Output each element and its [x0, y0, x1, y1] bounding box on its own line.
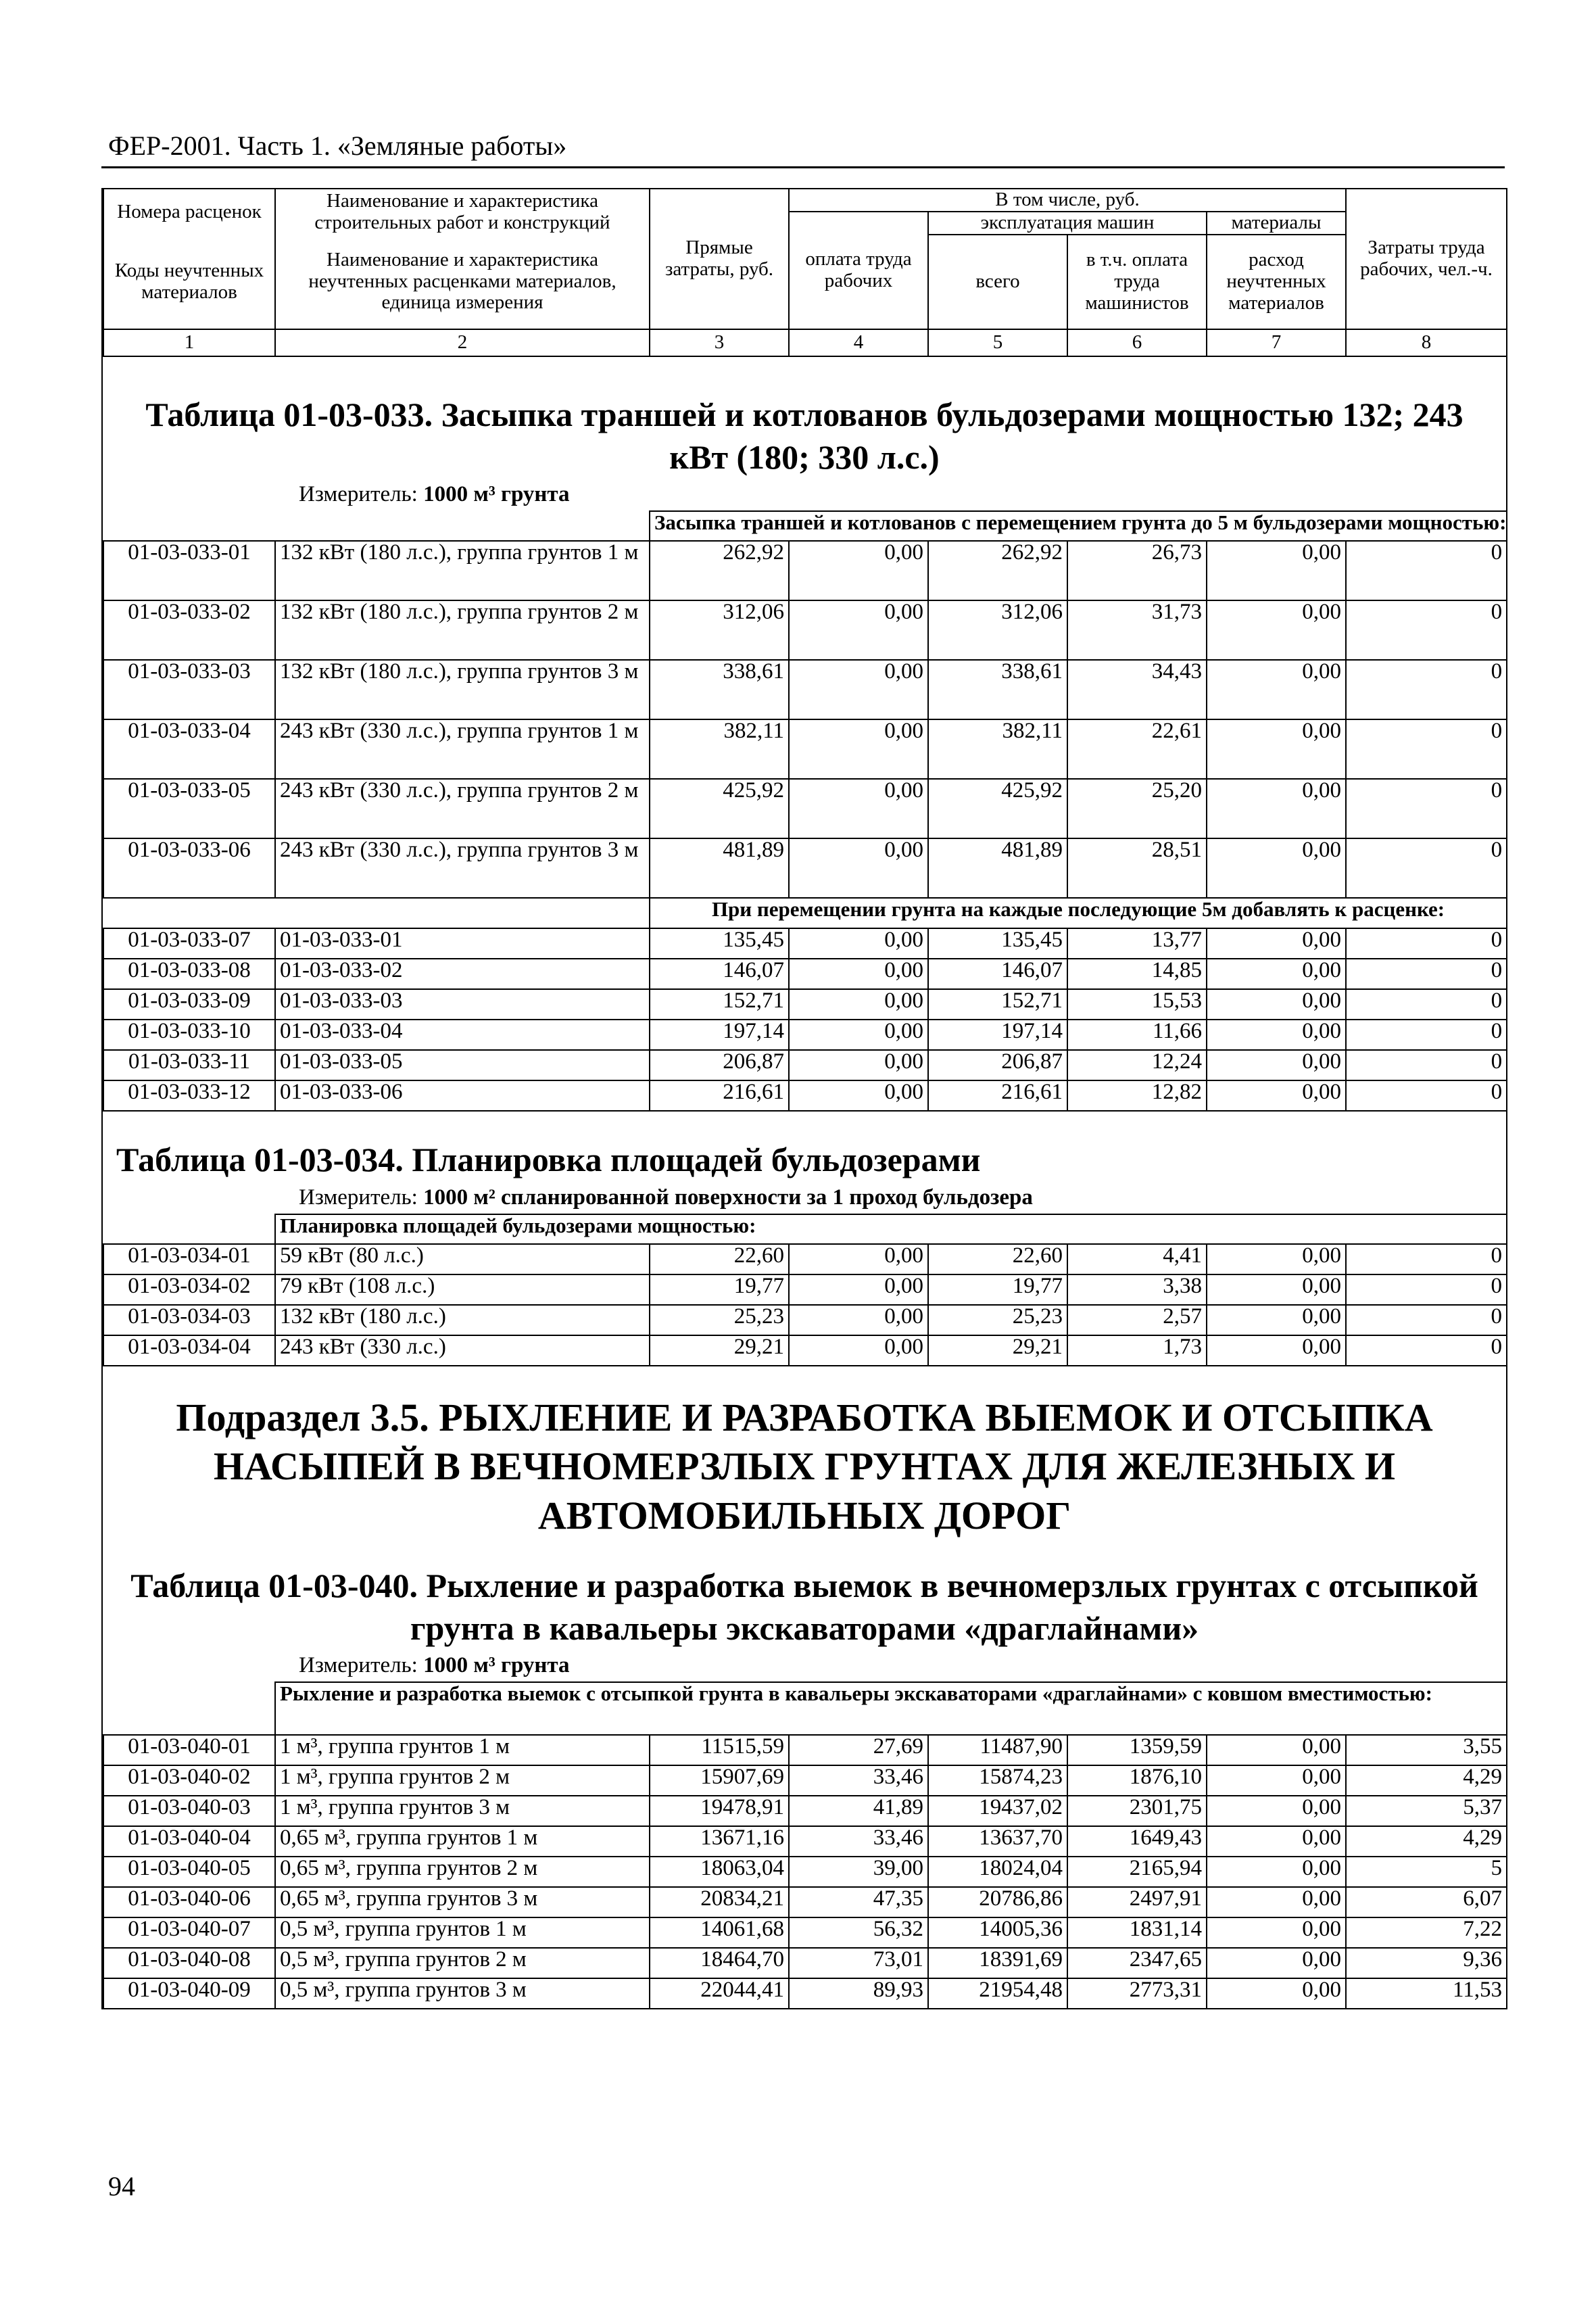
- machinist-pay-cell: 22,61: [1067, 719, 1207, 779]
- machinist-pay-cell: 15,53: [1067, 989, 1207, 1020]
- table-034-subhead: Планировка площадей бульдозерами мощностью:: [275, 1214, 1507, 1244]
- materials-cell: 0,00: [1207, 600, 1346, 660]
- work-name-cell: 243 кВт (330 л.с.), группа грунтов 2 м: [275, 779, 650, 838]
- machinist-pay-cell: 26,73: [1067, 541, 1207, 600]
- machinist-pay-cell: 12,24: [1067, 1050, 1207, 1080]
- machine-total-cell: 425,92: [928, 779, 1067, 838]
- materials-cell: 0,00: [1207, 1796, 1346, 1826]
- machinist-pay-cell: 1876,10: [1067, 1765, 1207, 1796]
- labor-hours-cell: 0: [1346, 989, 1507, 1020]
- rate-code-cell: 01-03-033-12: [103, 1080, 275, 1111]
- machinist-pay-cell: 3,38: [1067, 1274, 1207, 1305]
- header-number: 6: [1067, 329, 1207, 356]
- direct-cost-cell: 481,89: [650, 838, 789, 898]
- labor-hours-cell: 0: [1346, 1080, 1507, 1111]
- machine-total-cell: 14005,36: [928, 1917, 1067, 1948]
- direct-cost-cell: 19,77: [650, 1274, 789, 1305]
- blank-cell: [103, 1682, 275, 1735]
- direct-cost-cell: 20834,21: [650, 1887, 789, 1917]
- rate-code-cell: 01-03-040-05: [103, 1857, 275, 1887]
- machine-total-cell: 312,06: [928, 600, 1067, 660]
- machine-total-cell: 11487,90: [928, 1735, 1067, 1765]
- rate-code-cell: 01-03-040-09: [103, 1978, 275, 2009]
- labor-pay-cell: 47,35: [789, 1887, 928, 1917]
- table-row: [103, 541, 1507, 600]
- machinist-pay-cell: 2165,94: [1067, 1857, 1207, 1887]
- machine-total-cell: 481,89: [928, 838, 1067, 898]
- header-number: 1: [103, 329, 275, 356]
- materials-cell: 0,00: [1207, 541, 1346, 600]
- machine-total-cell: 22,60: [928, 1244, 1067, 1274]
- rate-code-cell: 01-03-033-08: [103, 959, 275, 989]
- labor-hours-cell: 9,36: [1346, 1948, 1507, 1978]
- labor-pay-cell: 0,00: [789, 1335, 928, 1366]
- direct-cost-cell: 425,92: [650, 779, 789, 838]
- rate-code-cell: 01-03-040-03: [103, 1796, 275, 1826]
- rate-code-cell: 01-03-033-02: [103, 600, 275, 660]
- table-row: [103, 1020, 1507, 1050]
- header-col2-bottom: Наименование и характеристика неучтенных расценками материалов, единица измерения: [275, 235, 650, 329]
- header-machines-label: эксплуатация машин: [928, 212, 1207, 235]
- table-040-subhead: Рыхление и разработка выемок с отсыпкой грунта в кавальеры экскаваторами «драглайнами» с ковшом вместимостью:: [275, 1682, 1507, 1735]
- machinist-pay-cell: 31,73: [1067, 600, 1207, 660]
- materials-cell: 0,00: [1207, 838, 1346, 898]
- table-row: [103, 1917, 1507, 1948]
- labor-pay-cell: 0,00: [789, 719, 928, 779]
- machine-total-cell: 197,14: [928, 1020, 1067, 1050]
- document-body: [101, 188, 1507, 2009]
- materials-cell: 0,00: [1207, 660, 1346, 719]
- labor-pay-cell: 0,00: [789, 1050, 928, 1080]
- labor-pay-cell: 0,00: [789, 660, 928, 719]
- table-033-subhead-2: При перемещении грунта на каждые последующие 5м добавлять к расценке:: [650, 898, 1507, 928]
- work-name-cell: 0,65 м³, группа грунтов 1 м: [275, 1826, 650, 1857]
- work-name-cell: 01-03-033-05: [275, 1050, 650, 1080]
- header-materials-label: материалы: [1207, 212, 1346, 235]
- materials-cell: 0,00: [1207, 1020, 1346, 1050]
- header-col4: оплата труда рабочих: [789, 212, 928, 329]
- table-row: [103, 1948, 1507, 1978]
- materials-cell: 0,00: [1207, 989, 1346, 1020]
- machine-total-cell: 25,23: [928, 1305, 1067, 1335]
- labor-hours-cell: 0: [1346, 541, 1507, 600]
- direct-cost-cell: 18063,04: [650, 1857, 789, 1887]
- rate-code-cell: 01-03-040-01: [103, 1735, 275, 1765]
- rate-code-cell: 01-03-040-08: [103, 1948, 275, 1978]
- machinist-pay-cell: 14,85: [1067, 959, 1207, 989]
- direct-cost-cell: 338,61: [650, 660, 789, 719]
- labor-hours-cell: 5: [1346, 1857, 1507, 1887]
- header-col8: Затраты труда рабочих, чел.-ч.: [1346, 189, 1507, 329]
- direct-cost-cell: 22,60: [650, 1244, 789, 1274]
- table-row: [103, 1857, 1507, 1887]
- labor-pay-cell: 41,89: [789, 1796, 928, 1826]
- direct-cost-cell: 25,23: [650, 1305, 789, 1335]
- labor-pay-cell: 89,93: [789, 1978, 928, 2009]
- header-col2-top: Наименование и характеристика строительных работ и конструкций: [275, 189, 650, 235]
- direct-cost-cell: 382,11: [650, 719, 789, 779]
- labor-hours-cell: 5,37: [1346, 1796, 1507, 1826]
- rate-code-cell: 01-03-040-02: [103, 1765, 275, 1796]
- labor-pay-cell: 56,32: [789, 1917, 928, 1948]
- table-row: [103, 959, 1507, 989]
- labor-pay-cell: 0,00: [789, 1080, 928, 1111]
- blank-cell: [103, 1214, 275, 1244]
- rate-code-cell: 01-03-033-05: [103, 779, 275, 838]
- work-name-cell: 132 кВт (180 л.с.), группа грунтов 1 м: [275, 541, 650, 600]
- table-row: [103, 1796, 1507, 1826]
- labor-hours-cell: 0: [1346, 779, 1507, 838]
- machine-total-cell: 382,11: [928, 719, 1067, 779]
- direct-cost-cell: 197,14: [650, 1020, 789, 1050]
- work-name-cell: 1 м³, группа грунтов 2 м: [275, 1765, 650, 1796]
- header-col1-top: Номера расценок: [103, 189, 275, 235]
- machine-total-cell: 19437,02: [928, 1796, 1067, 1826]
- table-row: [103, 1274, 1507, 1305]
- direct-cost-cell: 262,92: [650, 541, 789, 600]
- rate-code-cell: 01-03-033-01: [103, 541, 275, 600]
- header-number: 4: [789, 329, 928, 356]
- table-033-subhead-1: Засыпка траншей и котлованов с перемещением грунта до 5 м бульдозерами мощностью:: [650, 511, 1507, 541]
- labor-pay-cell: 73,01: [789, 1948, 928, 1978]
- machine-total-cell: 18391,69: [928, 1948, 1067, 1978]
- header-number: 5: [928, 329, 1067, 356]
- header-group-label: В том числе, руб.: [789, 189, 1346, 212]
- labor-pay-cell: 33,46: [789, 1826, 928, 1857]
- materials-cell: 0,00: [1207, 1244, 1346, 1274]
- meter-label: Измеритель:: [299, 1653, 418, 1677]
- machine-total-cell: 21954,48: [928, 1978, 1067, 2009]
- work-name-cell: 1 м³, группа грунтов 1 м: [275, 1735, 650, 1765]
- header-col1-bottom: Коды неучтенных материалов: [103, 235, 275, 329]
- machine-total-cell: 19,77: [928, 1274, 1067, 1305]
- machinist-pay-cell: 4,41: [1067, 1244, 1207, 1274]
- column-header-table: [103, 188, 1507, 357]
- work-name-cell: 0,5 м³, группа грунтов 1 м: [275, 1917, 650, 1948]
- machinist-pay-cell: 1359,59: [1067, 1735, 1207, 1765]
- work-name-cell: 1 м³, группа грунтов 3 м: [275, 1796, 650, 1826]
- rate-code-cell: 01-03-033-04: [103, 719, 275, 779]
- table-row: [103, 1765, 1507, 1796]
- table-row: [103, 600, 1507, 660]
- rate-code-cell: 01-03-034-02: [103, 1274, 275, 1305]
- table-row: [103, 1826, 1507, 1857]
- materials-cell: 0,00: [1207, 1948, 1346, 1978]
- machinist-pay-cell: 2773,31: [1067, 1978, 1207, 2009]
- rate-code-cell: 01-03-034-04: [103, 1335, 275, 1366]
- machinist-pay-cell: 25,20: [1067, 779, 1207, 838]
- direct-cost-cell: 18464,70: [650, 1948, 789, 1978]
- table-033-meter: [103, 478, 1506, 510]
- labor-pay-cell: 39,00: [789, 1857, 928, 1887]
- table-034-meter: [103, 1181, 1506, 1214]
- work-name-cell: 01-03-033-02: [275, 959, 650, 989]
- work-name-cell: 01-03-033-01: [275, 928, 650, 959]
- machine-total-cell: 135,45: [928, 928, 1067, 959]
- table-row: [103, 1050, 1507, 1080]
- work-name-cell: 0,65 м³, группа грунтов 3 м: [275, 1887, 650, 1917]
- machinist-pay-cell: 2,57: [1067, 1305, 1207, 1335]
- labor-pay-cell: 0,00: [789, 1305, 928, 1335]
- table-row: [103, 1244, 1507, 1274]
- header-number: 8: [1346, 329, 1507, 356]
- materials-cell: 0,00: [1207, 1080, 1346, 1111]
- labor-hours-cell: 0: [1346, 1244, 1507, 1274]
- table-row: [103, 1978, 1507, 2009]
- meter-value: 1000 м³ грунта: [423, 1653, 570, 1677]
- labor-hours-cell: 11,53: [1346, 1978, 1507, 2009]
- table-row: [103, 989, 1507, 1020]
- labor-pay-cell: 0,00: [789, 1274, 928, 1305]
- labor-hours-cell: 3,55: [1346, 1735, 1507, 1765]
- labor-pay-cell: 0,00: [789, 600, 928, 660]
- direct-cost-cell: 135,45: [650, 928, 789, 959]
- materials-cell: 0,00: [1207, 928, 1346, 959]
- work-name-cell: 0,5 м³, группа грунтов 2 м: [275, 1948, 650, 1978]
- labor-hours-cell: 4,29: [1346, 1765, 1507, 1796]
- work-name-cell: 132 кВт (180 л.с.), группа грунтов 3 м: [275, 660, 650, 719]
- machinist-pay-cell: 34,43: [1067, 660, 1207, 719]
- machine-total-cell: 15874,23: [928, 1765, 1067, 1796]
- direct-cost-cell: 14061,68: [650, 1917, 789, 1948]
- labor-hours-cell: 0: [1346, 1335, 1507, 1366]
- table-040-title: Таблица 01-03-040. Рыхление и разработка выемок в вечномерзлых грунтах с отсыпкой грунта в кавальеры экскаваторами «драглайнами»: [130, 1567, 1478, 1647]
- materials-cell: 0,00: [1207, 779, 1346, 838]
- direct-cost-cell: 146,07: [650, 959, 789, 989]
- machinist-pay-cell: 13,77: [1067, 928, 1207, 959]
- table-row: [103, 1735, 1507, 1765]
- machinist-pay-cell: 11,66: [1067, 1020, 1207, 1050]
- table-row: [103, 1080, 1507, 1111]
- rate-code-cell: 01-03-033-07: [103, 928, 275, 959]
- materials-cell: 0,00: [1207, 1826, 1346, 1857]
- table-row: [103, 838, 1507, 898]
- rate-code-cell: 01-03-034-01: [103, 1244, 275, 1274]
- materials-cell: 0,00: [1207, 1305, 1346, 1335]
- rate-code-cell: 01-03-033-06: [103, 838, 275, 898]
- labor-hours-cell: 6,07: [1346, 1887, 1507, 1917]
- work-name-cell: 59 кВт (80 л.с.): [275, 1244, 650, 1274]
- labor-pay-cell: 0,00: [789, 541, 928, 600]
- header-col5: всего: [928, 235, 1067, 329]
- table-row: [103, 1887, 1507, 1917]
- work-name-cell: 0,65 м³, группа грунтов 2 м: [275, 1857, 650, 1887]
- materials-cell: 0,00: [1207, 1335, 1346, 1366]
- rate-code-cell: 01-03-040-04: [103, 1826, 275, 1857]
- direct-cost-cell: 29,21: [650, 1335, 789, 1366]
- direct-cost-cell: 11515,59: [650, 1735, 789, 1765]
- labor-hours-cell: 0: [1346, 928, 1507, 959]
- rate-code-cell: 01-03-033-03: [103, 660, 275, 719]
- direct-cost-cell: 13671,16: [650, 1826, 789, 1857]
- labor-hours-cell: 0: [1346, 1050, 1507, 1080]
- work-name-cell: 243 кВт (330 л.с.), группа грунтов 3 м: [275, 838, 650, 898]
- rate-code-cell: 01-03-033-11: [103, 1050, 275, 1080]
- labor-pay-cell: 0,00: [789, 989, 928, 1020]
- header-rule: [101, 166, 1505, 168]
- header-number: 3: [650, 329, 789, 356]
- labor-hours-cell: 0: [1346, 838, 1507, 898]
- materials-cell: 0,00: [1207, 1735, 1346, 1765]
- work-name-cell: 132 кВт (180 л.с.), группа грунтов 2 м: [275, 600, 650, 660]
- materials-cell: 0,00: [1207, 1887, 1346, 1917]
- machine-total-cell: 20786,86: [928, 1887, 1067, 1917]
- labor-pay-cell: 0,00: [789, 959, 928, 989]
- table-034: [103, 1214, 1507, 1366]
- work-name-cell: 243 кВт (330 л.с.), группа грунтов 1 м: [275, 719, 650, 779]
- machinist-pay-cell: 2301,75: [1067, 1796, 1207, 1826]
- labor-hours-cell: 0: [1346, 719, 1507, 779]
- machinist-pay-cell: 12,82: [1067, 1080, 1207, 1111]
- rate-code-cell: 01-03-033-10: [103, 1020, 275, 1050]
- table-040: [103, 1681, 1507, 2009]
- labor-pay-cell: 0,00: [789, 1020, 928, 1050]
- materials-cell: 0,00: [1207, 1978, 1346, 2009]
- labor-hours-cell: 0: [1346, 600, 1507, 660]
- labor-hours-cell: 4,29: [1346, 1826, 1507, 1857]
- direct-cost-cell: 152,71: [650, 989, 789, 1020]
- materials-cell: 0,00: [1207, 1917, 1346, 1948]
- blank-cell: [103, 898, 650, 928]
- materials-cell: 0,00: [1207, 1274, 1346, 1305]
- header-col7: расход неучтенных материалов: [1207, 235, 1346, 329]
- table-row: [103, 660, 1507, 719]
- labor-pay-cell: 27,69: [789, 1735, 928, 1765]
- direct-cost-cell: 19478,91: [650, 1796, 789, 1826]
- work-name-cell: 01-03-033-06: [275, 1080, 650, 1111]
- machinist-pay-cell: 1,73: [1067, 1335, 1207, 1366]
- materials-cell: 0,00: [1207, 1050, 1346, 1080]
- machine-total-cell: 262,92: [928, 541, 1067, 600]
- machine-total-cell: 13637,70: [928, 1826, 1067, 1857]
- labor-pay-cell: 0,00: [789, 779, 928, 838]
- machine-total-cell: 146,07: [928, 959, 1067, 989]
- work-name-cell: 132 кВт (180 л.с.): [275, 1305, 650, 1335]
- materials-cell: 0,00: [1207, 719, 1346, 779]
- header-col3: Прямые затраты, руб.: [650, 189, 789, 329]
- machinist-pay-cell: 1649,43: [1067, 1826, 1207, 1857]
- machinist-pay-cell: 2497,91: [1067, 1887, 1207, 1917]
- table-033: [103, 510, 1507, 1112]
- direct-cost-cell: 312,06: [650, 600, 789, 660]
- labor-pay-cell: 0,00: [789, 838, 928, 898]
- work-name-cell: 0,5 м³, группа грунтов 3 м: [275, 1978, 650, 2009]
- meter-value: 1000 м³ грунта: [423, 482, 570, 506]
- header-number: 7: [1207, 329, 1346, 356]
- labor-hours-cell: 0: [1346, 1274, 1507, 1305]
- materials-cell: 0,00: [1207, 1857, 1346, 1887]
- machinist-pay-cell: 1831,14: [1067, 1917, 1207, 1948]
- labor-pay-cell: 33,46: [789, 1765, 928, 1796]
- meter-label: Измеритель:: [299, 1185, 418, 1210]
- work-name-cell: 01-03-033-04: [275, 1020, 650, 1050]
- labor-pay-cell: 0,00: [789, 1244, 928, 1274]
- table-row: [103, 1305, 1507, 1335]
- direct-cost-cell: 216,61: [650, 1080, 789, 1111]
- meter-value: 1000 м² спланированной поверхности за 1 проход бульдозера: [423, 1185, 1033, 1210]
- machine-total-cell: 29,21: [928, 1335, 1067, 1366]
- blank-cell: [103, 511, 650, 541]
- labor-hours-cell: 0: [1346, 660, 1507, 719]
- page-header: ФЕР-2001. Часть 1. «Земляные работы»: [108, 130, 567, 161]
- header-number: 2: [275, 329, 650, 356]
- labor-hours-cell: 7,22: [1346, 1917, 1507, 1948]
- work-name-cell: 01-03-033-03: [275, 989, 650, 1020]
- table-034-title: Таблица 01-03-034. Планировка площадей бульдозерами: [116, 1141, 981, 1178]
- direct-cost-cell: 206,87: [650, 1050, 789, 1080]
- machine-total-cell: 152,71: [928, 989, 1067, 1020]
- table-row: [103, 928, 1507, 959]
- labor-pay-cell: 0,00: [789, 928, 928, 959]
- machine-total-cell: 18024,04: [928, 1857, 1067, 1887]
- subsection-title: Подраздел 3.5. РЫХЛЕНИЕ И РАЗРАБОТКА ВЫЕМОК И ОТСЫПКА НАСЫПЕЙ В ВЕЧНОМЕРЗЛЫХ ГРУНТАХ ДЛЯ ЖЕЛЕЗНЫХ И АВТОМОБИЛЬНЫХ ДОРОГ: [176, 1395, 1433, 1537]
- materials-cell: 0,00: [1207, 959, 1346, 989]
- table-row: [103, 719, 1507, 779]
- labor-hours-cell: 0: [1346, 959, 1507, 989]
- page-number: 94: [108, 2171, 135, 2201]
- table-033-title: Таблица 01-03-033. Засыпка траншей и котлованов бульдозерами мощностью 132; 243 кВт (180; 330 л.с.): [145, 396, 1464, 476]
- table-040-meter: [103, 1649, 1506, 1681]
- labor-hours-cell: 0: [1346, 1020, 1507, 1050]
- work-name-cell: 243 кВт (330 л.с.): [275, 1335, 650, 1366]
- table-row: [103, 1335, 1507, 1366]
- direct-cost-cell: 15907,69: [650, 1765, 789, 1796]
- rate-code-cell: 01-03-040-07: [103, 1917, 275, 1948]
- header-col6: в т.ч. оплата труда машинистов: [1067, 235, 1207, 329]
- machinist-pay-cell: 28,51: [1067, 838, 1207, 898]
- table-row: [103, 779, 1507, 838]
- machine-total-cell: 216,61: [928, 1080, 1067, 1111]
- labor-hours-cell: 0: [1346, 1305, 1507, 1335]
- rate-code-cell: 01-03-034-03: [103, 1305, 275, 1335]
- work-name-cell: 79 кВт (108 л.с.): [275, 1274, 650, 1305]
- rate-code-cell: 01-03-040-06: [103, 1887, 275, 1917]
- direct-cost-cell: 22044,41: [650, 1978, 789, 2009]
- machine-total-cell: 206,87: [928, 1050, 1067, 1080]
- machinist-pay-cell: 2347,65: [1067, 1948, 1207, 1978]
- materials-cell: 0,00: [1207, 1765, 1346, 1796]
- machine-total-cell: 338,61: [928, 660, 1067, 719]
- rate-code-cell: 01-03-033-09: [103, 989, 275, 1020]
- meter-label: Измеритель:: [299, 482, 418, 506]
